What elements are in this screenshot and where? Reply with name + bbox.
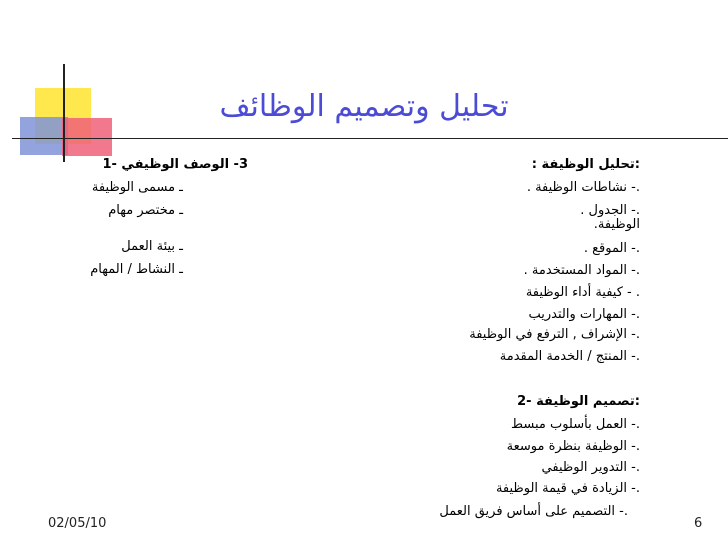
heading-job-analysis: :تحليل الوظيفة : — [531, 157, 640, 172]
list-item: .- التصميم على أساس فريق العمل — [439, 504, 628, 519]
list-item: .- المنتج / الخدمة المقدمة — [499, 349, 640, 364]
slide-title: تحليل وتصميم الوظائف — [219, 89, 509, 124]
heading-job-design: :تصميم الوظيفة -2 — [517, 394, 640, 409]
list-item: ـ مسمى الوظيفة — [91, 180, 183, 195]
list-item: ـ بيئة العمل — [121, 239, 183, 254]
list-item: .- نشاطات الوظيفة . — [526, 180, 640, 195]
list-item: ـ مختصر مهام — [108, 203, 183, 218]
list-item: الوظيفة. — [593, 217, 640, 232]
heading-job-description: 3- الوصف الوظيفي -1 — [102, 157, 248, 172]
list-item: .- الوظيفة بنظرة موسعة — [506, 439, 640, 454]
list-item: . - كيفية أداء الوظيفة — [525, 285, 640, 300]
list-item: .- الزيادة في قيمة الوظيفة — [495, 481, 640, 496]
decor-horizontal-line — [12, 138, 728, 139]
list-item: .- المهارات والتدريب — [528, 307, 640, 322]
slide-page-number: 6 — [694, 516, 703, 531]
list-item: .- المواد المستخدمة . — [523, 263, 640, 278]
list-item: .- الجدول . — [580, 203, 640, 218]
list-item: .- العمل بأسلوب مبسط — [511, 417, 640, 432]
slide-date: 02/05/10 — [48, 516, 107, 531]
list-item: .- التدوير الوظيفي — [541, 460, 640, 475]
list-item: .- الموقع . — [583, 241, 640, 256]
list-item: .- الإشراف , الترفع في الوظيفة — [469, 327, 640, 342]
list-item: ـ النشاط / المهام — [90, 262, 183, 277]
